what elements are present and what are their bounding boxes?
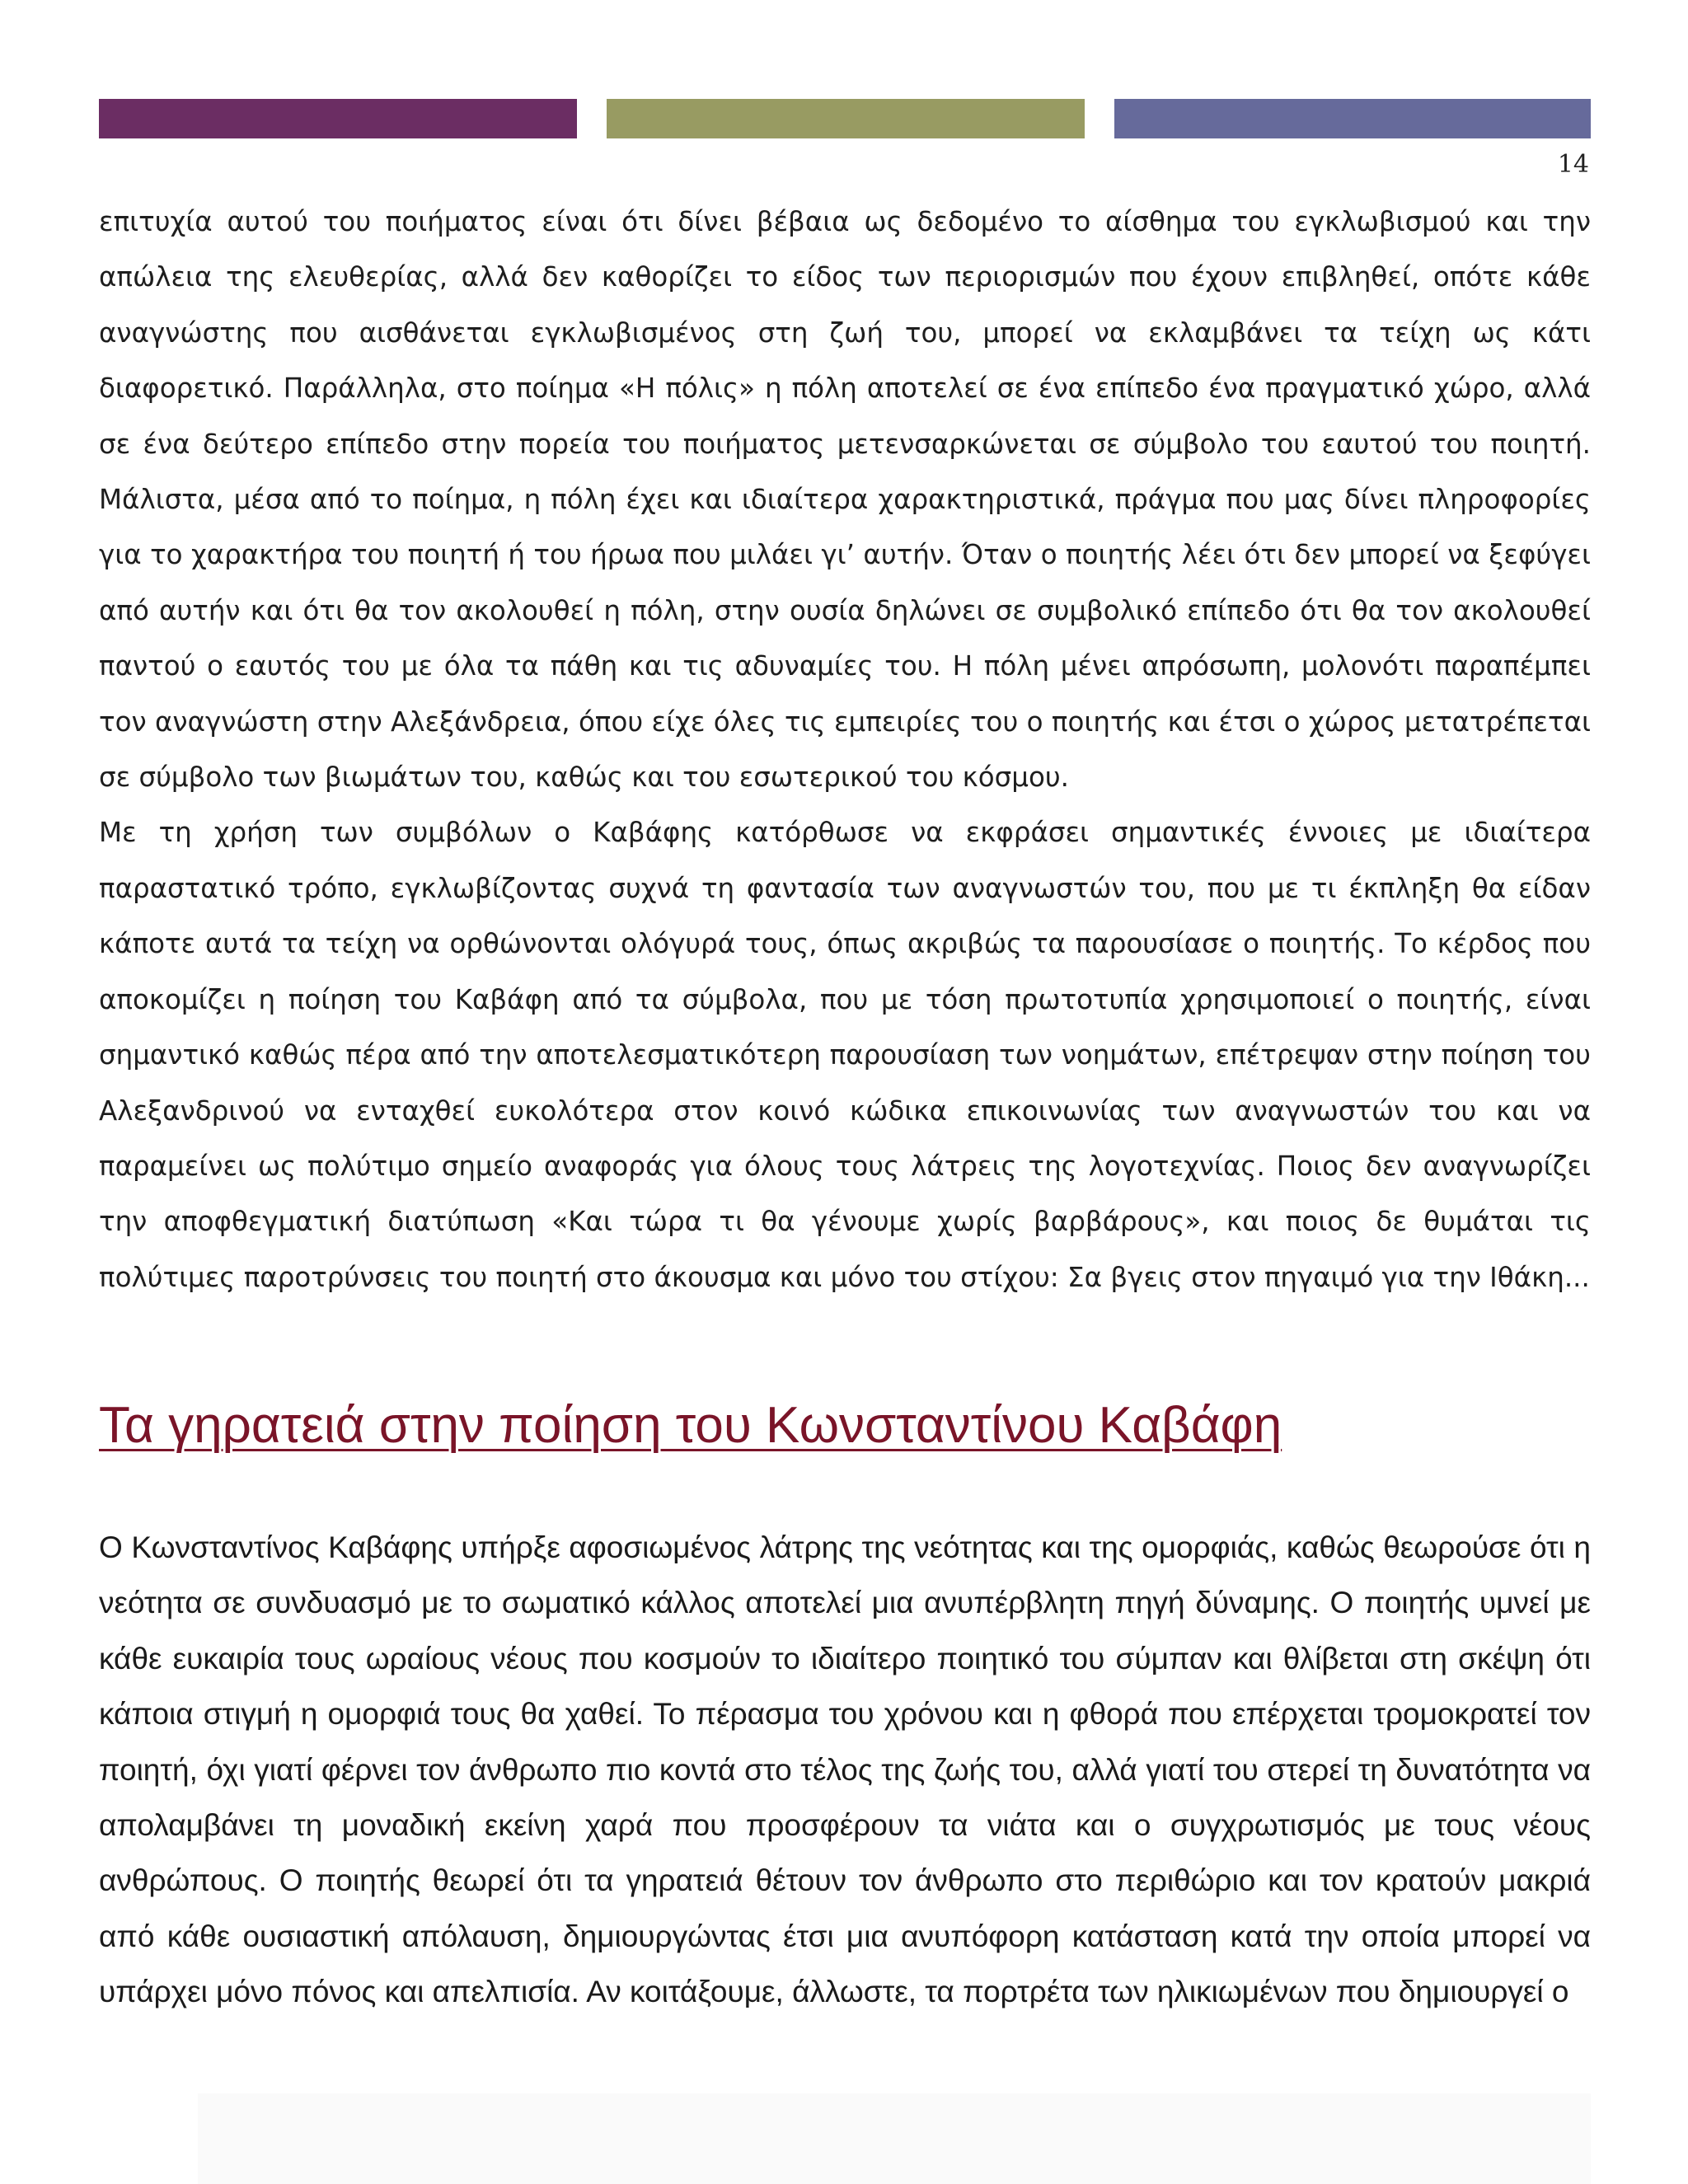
header-bar-olive bbox=[607, 99, 1085, 138]
section-heading: Τα γηρατειά στην ποίηση του Κωνσταντίνου Καβάφη bbox=[99, 1397, 1282, 1454]
page-bottom-shade bbox=[198, 2093, 1591, 2184]
header-bar-blue bbox=[1114, 99, 1591, 138]
paragraph: επιτυχία αυτού του ποιήματος είναι ότι δίνει βέβαια ως δεδομένο το αίσθημα του εγκλωβισμού και την απώλεια της ελευθερίας, αλλά δεν καθορίζει το είδος των περιορισμών που έχουν επιβληθεί, οπότε κάθε αναγνώστης που αισθάνεται εγκλωβισμένος στη ζωή του, μπορεί να εκλαμβάνει τα τείχη ως κάτι διαφορετικό. Παράλληλα, στο ποίημα «Η πόλις» η πόλη αποτελεί σε ένα επίπεδο ένα πραγματικό χώρο, αλλά σε ένα δεύτερο επίπεδο στην πορεία του ποιήματος μετενσαρκώνεται σε σύμβολο του εαυτού του ποιητή. Μάλιστα, μέσα από το ποίημα, η πόλη έχει και ιδιαίτερα χαρακτηριστικά, πράγμα που μας δίνει πληροφορίες για το χαρακτήρα του ποιητή ή του ήρωα που μιλάει γι’ αυτήν. Όταν ο ποιητής λέει ότι δεν μπορεί να ξεφύγει από αυτήν και ότι θα τον ακολουθεί η πόλη, στην ουσία δηλώνει σε συμβολικό επίπεδο ότι θα τον ακολουθεί παντού ο εαυτός του με όλα τα πάθη και τις αδυναμίες του. Η πόλη μένει απρόσωπη, μολονότι παραπέμπει τον αναγνώστη στην Αλεξάνδρεια, όπου είχε όλες τις εμπειρίες του ο ποιητής και έτσι ο χώρος μετατρέπεται σε σύμβολο των βιωμάτων του, καθώς και του εσωτερικού του κόσμου. bbox=[99, 206, 1591, 794]
page-number: 14 bbox=[1557, 150, 1589, 179]
body-text bbox=[99, 194, 1591, 1305]
paragraph: Με τη χρήση των συμβόλων ο Καβάφης κατόρθωσε να εκφράσει σημαντικές έννοιες με ιδιαίτερα παραστατικό τρόπο, εγκλωβίζοντας συχνά τη φαντασία των αναγνωστών του, που με τι έκπληξη θα είδαν κάποτε αυτά τα τείχη να ορθώνονται ολόγυρά τους, όπως ακριβώς τα παρουσίασε ο ποιητής. Το κέρδος που αποκομίζει η ποίηση του Καβάφη από τα σύμβολα, που με τόση πρωτοτυπία χρησιμοποιεί ο ποιητής, είναι σημαντικό καθώς πέρα από την αποτελεσματικότερη παρουσίαση των νοημάτων, επέτρεψαν στην ποίηση του Αλεξανδρινού να ενταχθεί ευκολότερα στον κοινό κώδικα επικοινωνίας των αναγνωστών του και να παραμείνει ως πολύτιμο σημείο αναφοράς για όλους τους λάτρεις της λογοτεχνίας. Ποιος δεν αναγνωρίζει την αποφθεγματική διατύπωση «Και τώρα τι θα γένουμε χωρίς βαρβάρους», και ποιος δε θυμάται τις πολύτιμες παροτρύνσεις του ποιητή στο άκουσμα και μόνο του στίχου: Σα βγεις στον πηγαιμό για την Ιθάκη... bbox=[99, 817, 1591, 1293]
header-bar-purple bbox=[99, 99, 577, 138]
section-paragraph: Ο Κωνσταντίνος Καβάφης υπήρξε αφοσιωμένος λάτρης της νεότητας και της ομορφιάς, καθώς θεωρούσε ότι η νεότητα σε συνδυασμό με το σωματικό κάλλος αποτελεί μια ανυπέρβλητη πηγή δύναμης. Ο ποιητής υμνεί με κάθε ευκαιρία τους ωραίους νέους που κοσμούν το ιδιαίτερο ποιητικό του σύμπαν και θλίβεται στη σκέψη ότι κάποια στιγμή η ομορφιά τους θα χαθεί. Το πέρασμα του χρόνου και η φθορά που επέρχεται τρομοκρατεί τον ποιητή, όχι γιατί φέρνει τον άνθρωπο πιο κοντά στο τέλος της ζωής του, αλλά γιατί του στερεί τη δυνατότητα να απολαμβάνει τη μοναδική εκείνη χαρά που προσφέρουν τα νιάτα και ο συγχρωτισμός με τους νέους ανθρώπους. Ο ποιητής θεωρεί ότι τα γηρατειά θέτουν τον άνθρωπο στο περιθώριο και τον κρατούν μακριά από κάθε ουσιαστική απόλαυση, δημιουργώντας έτσι μια ανυπόφορη κατάσταση κατά την οποία μπορεί να υπάρχει μόνο πόνος και απελπισία. Αν κοιτάξουμε, άλλωστε, τα πορτρέτα των ηλικιωμένων που δημιουργεί ο bbox=[99, 1530, 1591, 2009]
header-decoration bbox=[99, 99, 1591, 138]
